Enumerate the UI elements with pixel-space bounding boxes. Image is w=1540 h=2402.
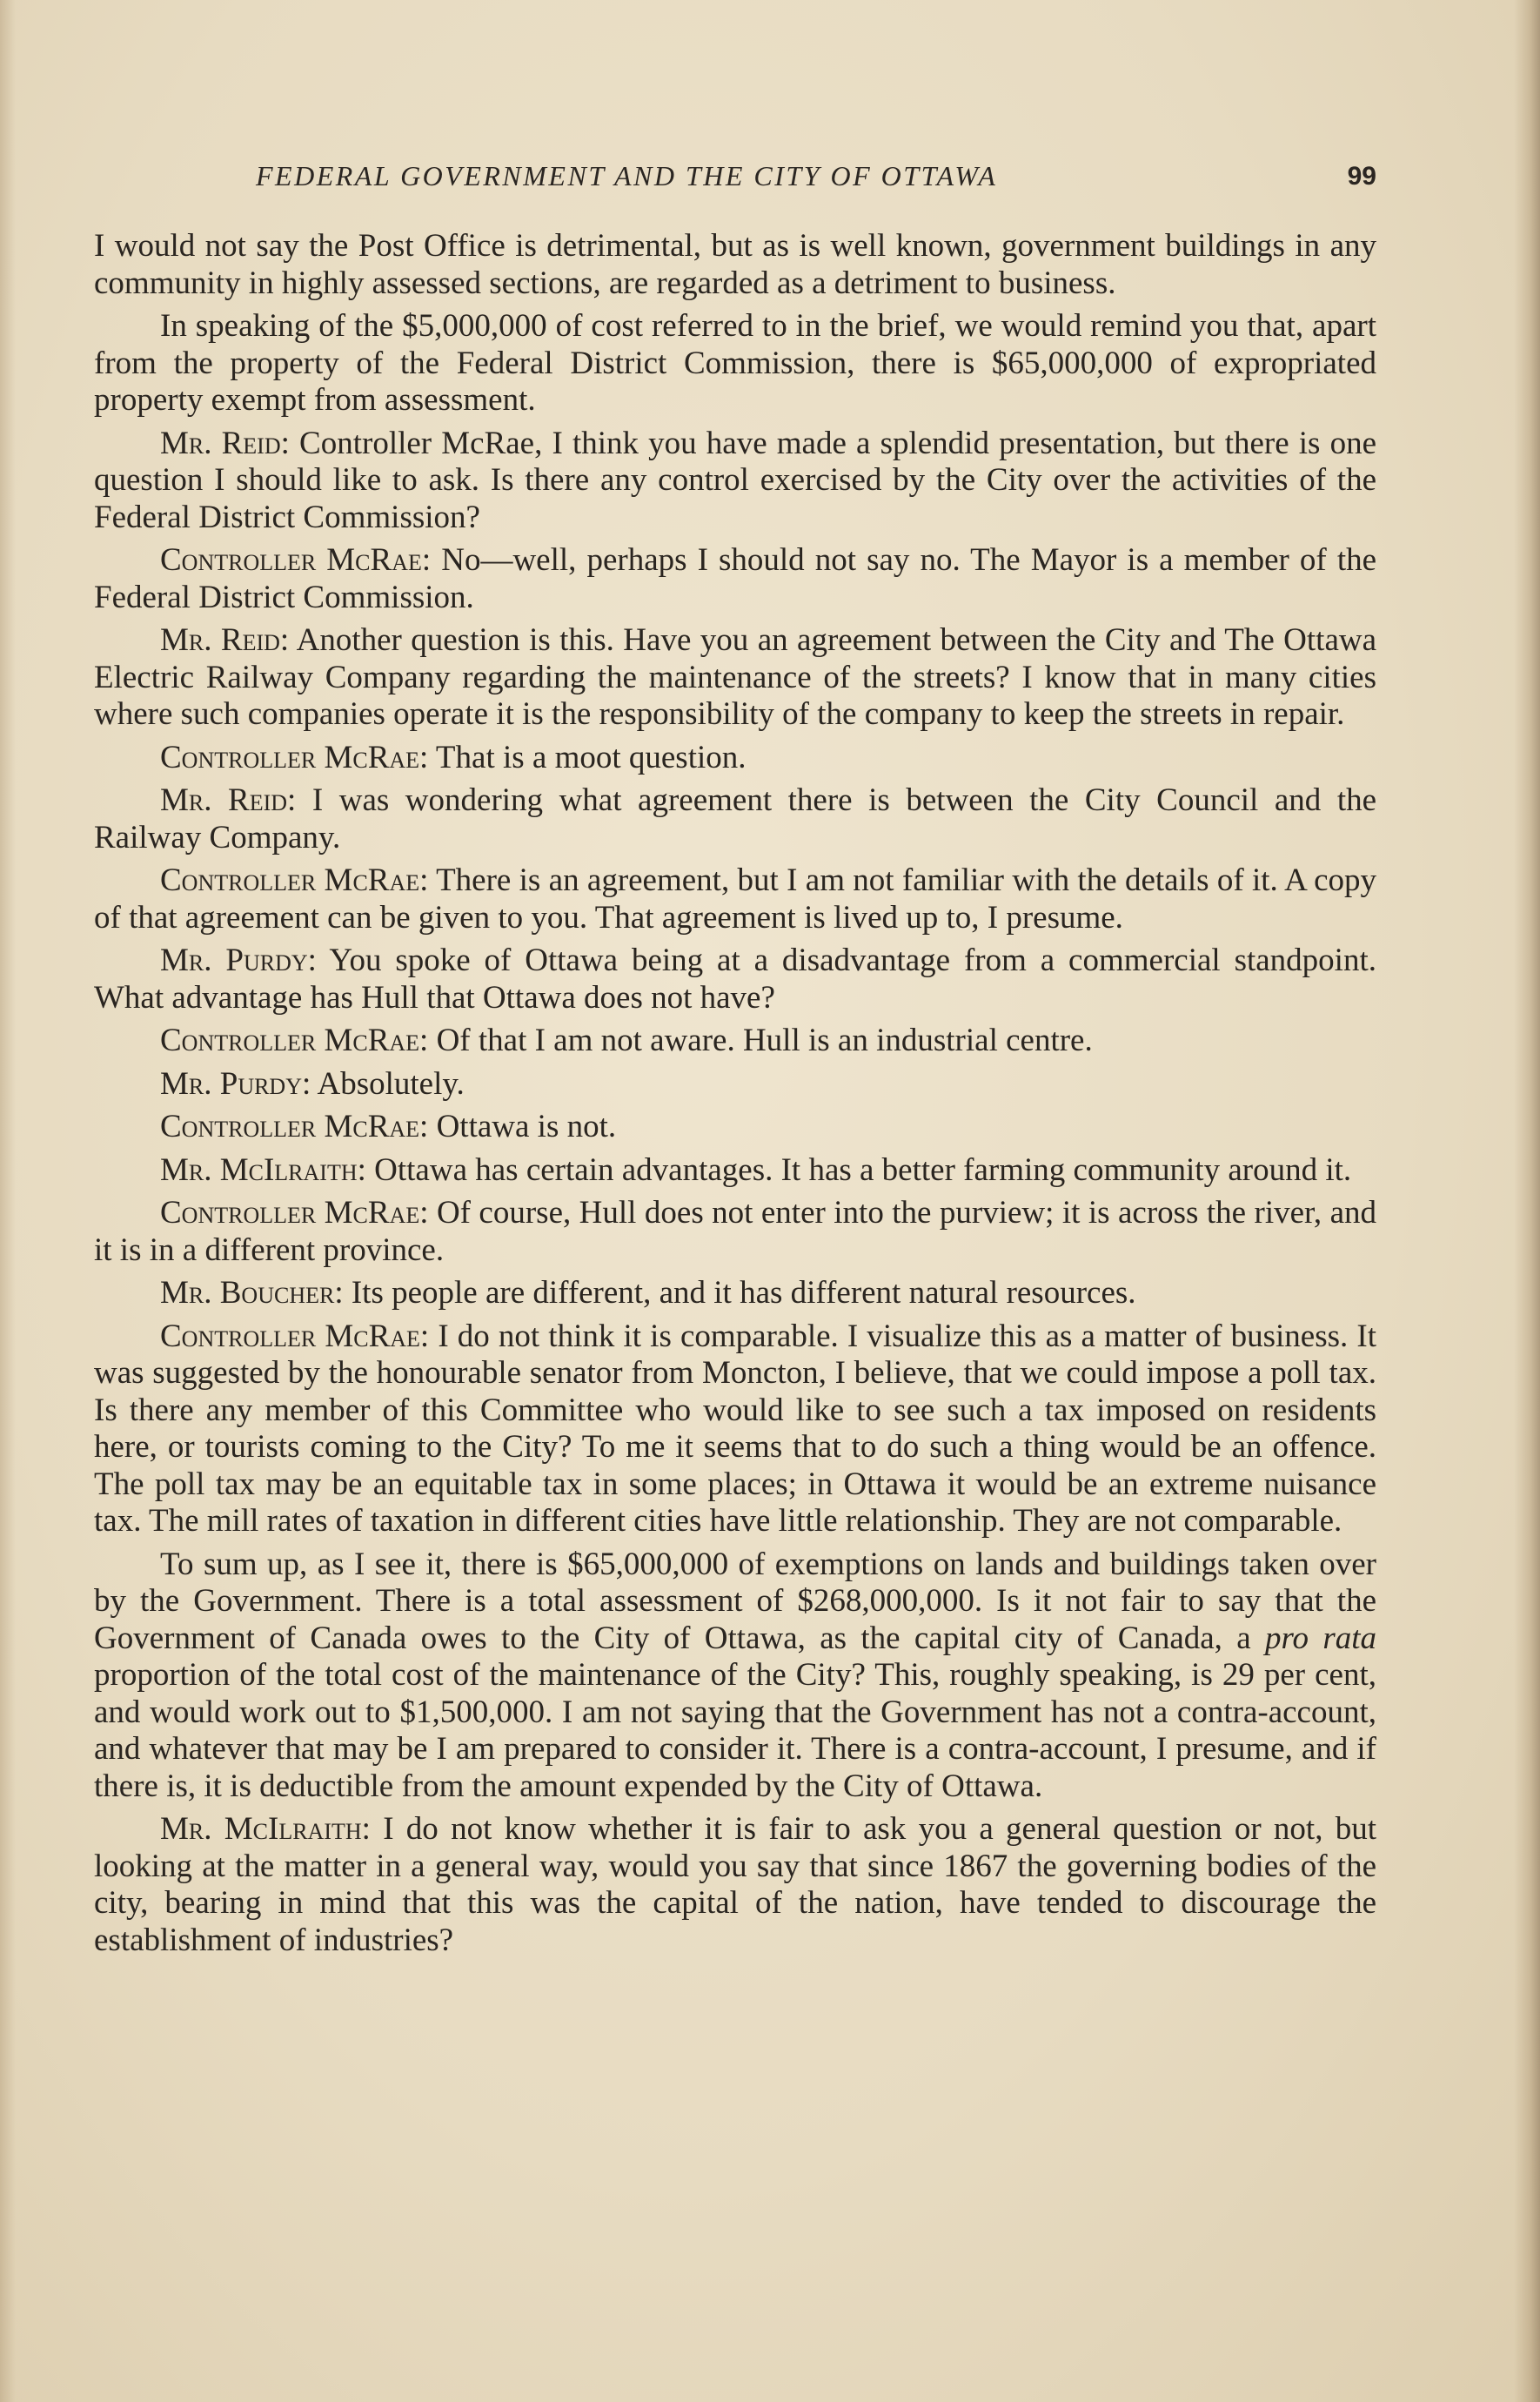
page-number: 99: [1347, 162, 1376, 191]
running-title: FEDERAL GOVERNMENT AND THE CITY OF OTTAWA: [256, 160, 998, 191]
paragraph-text: Of course, Hull does not enter into the purview; it is across the river, and it is in a different province.: [94, 1195, 1376, 1268]
paragraph: [94, 228, 1376, 302]
speaker-name: Mr. Reid:: [160, 782, 297, 818]
paragraph: [94, 426, 1376, 537]
paragraph-text: Its people are different, and it has different natural resources.: [351, 1275, 1136, 1311]
paragraph: [94, 1109, 1376, 1146]
speaker-name: Mr. Purdy:: [160, 1065, 311, 1102]
paragraph: [94, 1811, 1376, 1959]
speaker-name: Controller McRae:: [160, 739, 429, 775]
running-header: [94, 160, 1376, 200]
speaker-name: Mr. McIlraith:: [160, 1151, 366, 1188]
page-edge-shadow-left: [0, 0, 16, 2402]
paragraph: [94, 740, 1376, 777]
paragraph: [94, 1318, 1376, 1540]
paragraph: [94, 308, 1376, 419]
paragraph: [94, 1023, 1376, 1060]
paragraph-text: I was wondering what agreement there is between the City Council and the Railway Company.: [94, 782, 1377, 855]
speaker-name: Mr. Reid:: [160, 425, 290, 461]
paragraph: [94, 1275, 1376, 1312]
paragraph: [94, 1066, 1376, 1104]
paragraph-text: Ottawa has certain advantages. It has a better farming community around it.: [374, 1151, 1352, 1188]
paragraph: [94, 862, 1376, 936]
speaker-name: Controller McRae:: [160, 1023, 429, 1058]
paragraph: [94, 542, 1376, 616]
paragraph: [94, 943, 1376, 1016]
paragraph-text: I would not say the Post Office is detrimental, but as is well known, government buildings in any community in highly assessed sections, are regarded as a detriment to business.: [94, 228, 1376, 301]
page-edge-shadow-right: [1514, 0, 1540, 2402]
paragraph: [94, 1152, 1376, 1190]
paragraph-text: Another question is this. Have you an agreement between the City and The Ottawa Electric Railway Company regarding the maintenance of the streets? I know that in many cities where such companies operate it is the responsibility of the company to keep the streets in repair.: [94, 622, 1377, 732]
paragraph-text: proportion of the total cost of the maintenance of the City? This, roughly speaking, is 29 per cent, and would work out to $1,500,000. I am not saying that the Government has not a contra-account, and whatever that may be I am prepared to consider it. There is a contra-account, I presume, and if there is, it is deductible from the amount expended by the City of Ottawa.: [94, 1657, 1376, 1804]
paragraph-text: Of that I am not aware. Hull is an industrial centre.: [436, 1023, 1093, 1058]
paragraph: [94, 622, 1376, 734]
speaker-name: Controller McRae:: [160, 542, 432, 578]
speaker-name: Controller McRae:: [160, 1195, 429, 1231]
speaker-name: Controller McRae:: [160, 1318, 430, 1354]
paragraph-text: Ottawa is not.: [436, 1109, 617, 1144]
paragraph-text: Absolutely.: [317, 1065, 465, 1102]
paragraph: [94, 1547, 1376, 1806]
paragraph-text: There is an agreement, but I am not familiar with the details of it. A copy of that agreement can be given to you. That agreement is lived up to, I presume.: [94, 862, 1376, 936]
paragraph: [94, 782, 1376, 856]
paragraph-text: In speaking of the $5,000,000 of cost referred to in the brief, we would remind you that, apart from the property of the Federal District Commission, there is $65,000,000 of expropriated property exempt from assessment.: [94, 308, 1376, 418]
paragraph-text: You spoke of Ottawa being at a disadvantage from a commercial standpoint. What advantage has Hull that Ottawa does not have?: [94, 943, 1376, 1016]
speaker-name: Mr. Boucher:: [160, 1275, 344, 1311]
speaker-name: Mr. McIlraith:: [160, 1811, 371, 1847]
paragraph-text: To sum up, as I see it, there is $65,000,000 of exemptions on lands and buildings taken over by the Government. There is a total assessment of $268,000,000. Is it not fair to say that the Government of Canada owes to the City of Ottawa, as the capital city of Canada, a: [94, 1546, 1376, 1656]
paragraph-text: I do not think it is comparable. I visualize this as a matter of business. It was suggested by the honourable senator from Moncton, I believe, that we could impose a poll tax. Is there any member of this Committee who would like to see such a tax imposed on residents here, or tourists coming to the City? To me it seems that to do such a thing would be an offence. The poll tax may be an equitable tax in some places; in Ottawa it would be an extreme nuisance tax. The mill rates of taxation in different cities have little relationship. They are not comparable.: [94, 1318, 1377, 1539]
paragraph: [94, 1195, 1376, 1269]
paragraph-text: That is a moot question.: [435, 739, 747, 775]
paragraph-text: I do not know whether it is fair to ask you a general question or not, but looking at the matter in a general way, would you say that since 1867 the governing bodies of the city, bearing in mind that this was the capital of the nation, have tended to discourage the establishment of industries?: [94, 1811, 1376, 1958]
italic-phrase: pro rata: [1264, 1620, 1377, 1656]
speaker-name: Controller McRae:: [160, 1109, 429, 1144]
speaker-name: Mr. Purdy:: [160, 943, 317, 978]
paragraph-text: No—well, perhaps I should not say no. The Mayor is a member of the Federal District Commission.: [94, 542, 1377, 615]
speaker-name: Mr. Reid:: [160, 622, 290, 658]
speaker-name: Controller McRae:: [160, 862, 429, 898]
body-text: [94, 228, 1376, 1959]
paragraph-text: Controller McRae, I think you have made a splendid presentation, but there is one question I should like to ask. Is there any control exercised by the City over the activities of the Federal District Commission?: [94, 425, 1377, 535]
